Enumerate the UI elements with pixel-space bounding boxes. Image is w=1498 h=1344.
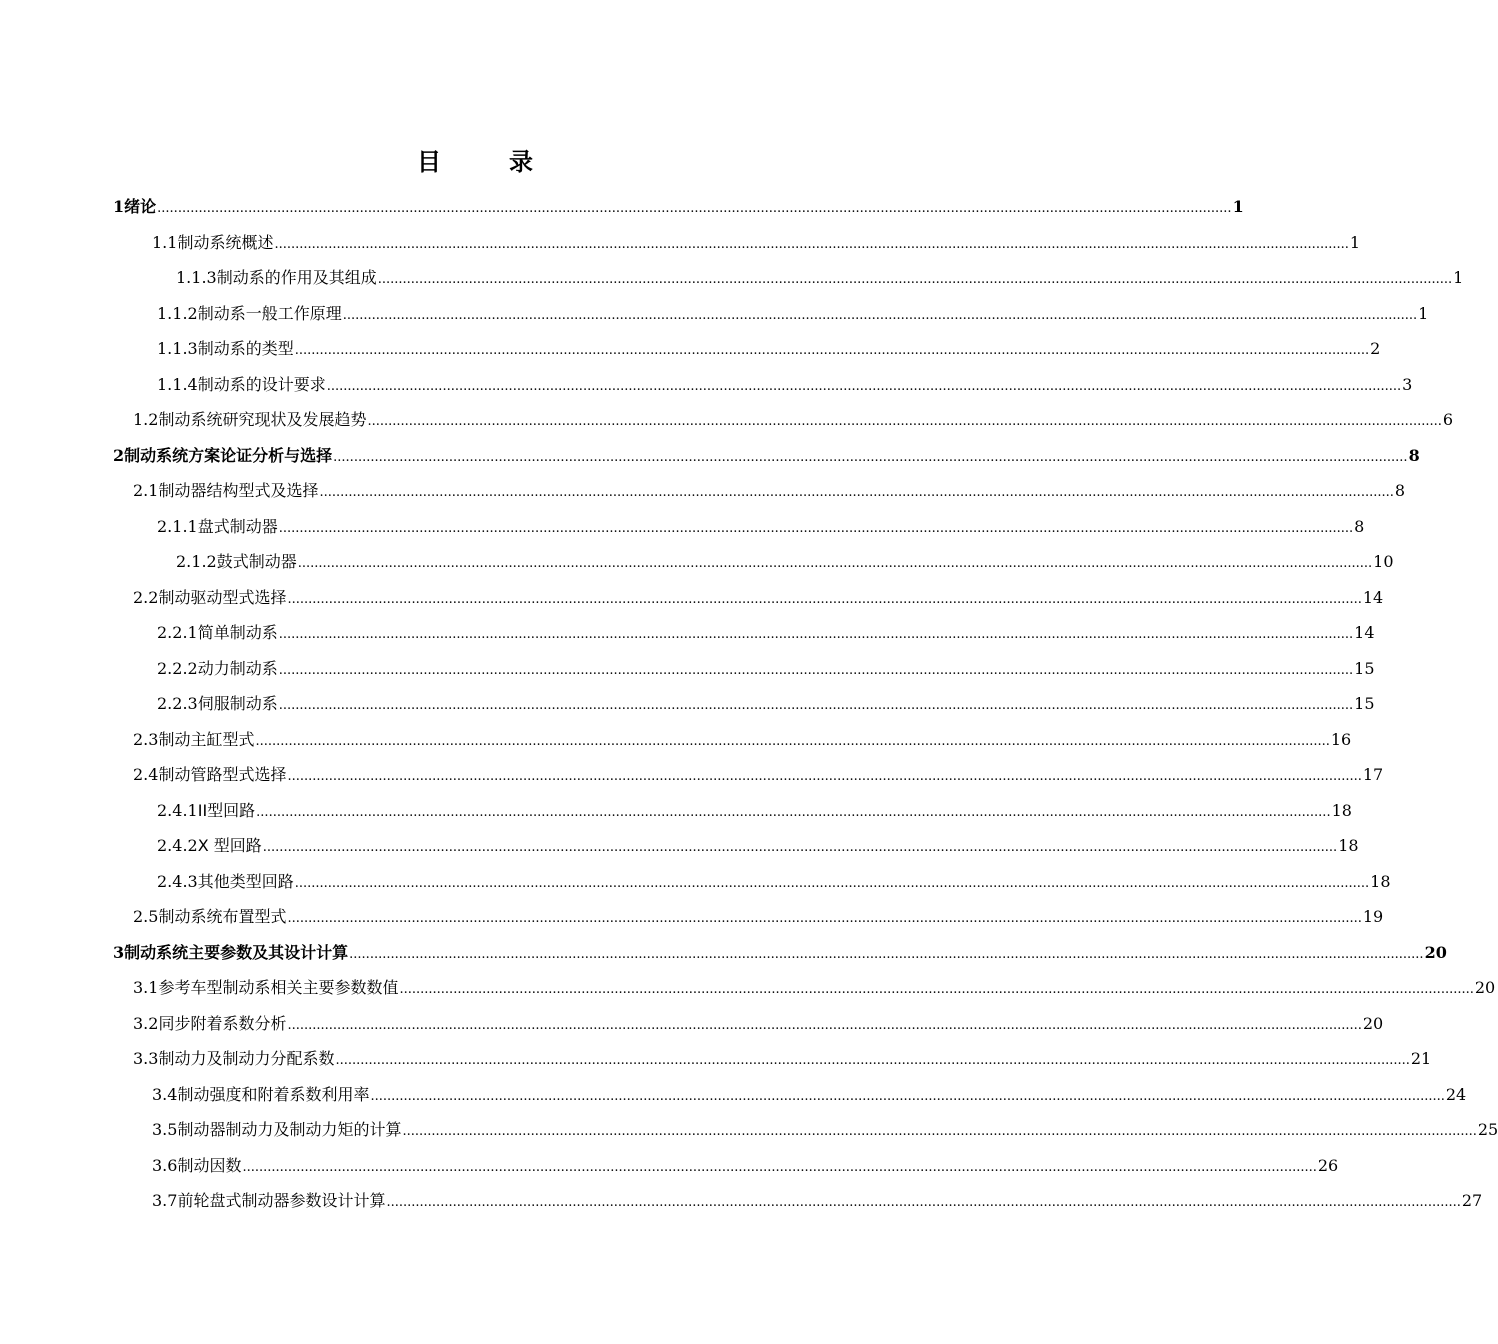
toc-entry-page-number: 6 (1442, 410, 1454, 429)
toc-entry-number: 2.4.3 (157, 871, 198, 891)
toc-entry-label: 参考车型制动系相关主要参数数值 (158, 978, 399, 997)
toc-leader-dots: .................................................................................................................................................................................................................................................................... (326, 378, 1402, 394)
toc-leader-dots: .................................................................................................................................................................................................................................................................... (262, 840, 1338, 855)
toc-entry-page-number: 1 (1453, 268, 1464, 287)
toc-entry-page-number: 14 (1354, 623, 1375, 642)
toc-entry-page-number: 1 (1349, 232, 1361, 252)
toc-entry-label: 制动系的类型 (197, 339, 294, 358)
toc-entry[interactable] (152, 1189, 1483, 1213)
toc-entry-label: 伺服制动系 (197, 694, 278, 713)
toc-leader-dots: .................................................................................................................................................................................................................................................................... (255, 733, 1330, 749)
toc-leader-dots: .................................................................................................................................................................................................................................................................... (333, 449, 1408, 465)
toc-entry-page-number: 17 (1362, 765, 1384, 784)
toc-entry-number: 1 (113, 197, 125, 216)
toc-entry-page-number: 15 (1354, 658, 1375, 678)
toc-entry-page-number: 18 (1331, 800, 1352, 820)
toc-entry-label: 制动因数 (177, 1155, 242, 1175)
toc-entry-label: 制动系的作用及其组成 (216, 268, 377, 287)
toc-leader-dots: .................................................................................................................................................................................................................................................................... (377, 272, 1453, 287)
toc-entry[interactable] (133, 763, 1384, 787)
toc-leader-dots: .................................................................................................................................................................................................................................................................... (287, 1017, 1362, 1033)
toc-entry-page-number: 1 (1418, 303, 1429, 323)
toc-entry-number: 2.3 (133, 729, 159, 749)
toc-entry[interactable] (157, 373, 1413, 397)
toc-entry-label: 制动力及制动力分配系数 (158, 1049, 335, 1068)
toc-entry[interactable] (157, 657, 1375, 681)
toc-entry-number: 3.1 (133, 978, 159, 997)
toc-entry[interactable] (157, 692, 1375, 716)
toc-entry-page-number: 1 (1232, 197, 1244, 216)
toc-entry-label: 制动系统研究现状及发展趋势 (158, 410, 367, 429)
toc-leader-dots: .................................................................................................................................................................................................................................................................... (402, 1124, 1477, 1139)
toc-entry-page-number: 27 (1461, 1191, 1483, 1210)
toc-entry-label: 制动系统布置型式 (158, 907, 287, 926)
toc-entry[interactable] (157, 834, 1359, 858)
toc-entry-number: 1.1.4 (157, 374, 198, 394)
toc-entry[interactable] (157, 337, 1381, 361)
toc-entry-label: X 型回路 (197, 836, 262, 855)
toc-leader-dots: .................................................................................................................................................................................................................................................................... (370, 1088, 1445, 1104)
toc-entry-number: 1.1 (152, 232, 178, 252)
toc-entry[interactable] (152, 231, 1361, 255)
toc-leader-dots: .................................................................................................................................................................................................................................................................... (386, 1195, 1461, 1210)
toc-entry[interactable] (157, 799, 1352, 823)
toc-entry-label: 制动强度和附着系数利用率 (177, 1084, 370, 1104)
toc-leader-dots: .................................................................................................................................................................................................................................................................... (287, 591, 1362, 607)
toc-entry-label: 绪论 (124, 197, 157, 216)
toc-entry[interactable] (133, 1047, 1432, 1071)
toc-entry[interactable] (152, 1154, 1339, 1178)
toc-entry-number: 2.1.2 (176, 552, 217, 571)
toc-leader-dots: .................................................................................................................................................................................................................................................................... (242, 1159, 1317, 1175)
toc-entry-page-number: 20 (1474, 978, 1496, 997)
toc-entry-number: 2.5 (133, 907, 159, 926)
toc-leader-dots: .................................................................................................................................................................................................................................................................... (297, 556, 1373, 571)
toc-entry-number: 2.2.3 (157, 694, 198, 713)
toc-entry-label: 制动系统概述 (177, 232, 274, 252)
toc-entry-page-number: 16 (1330, 729, 1352, 749)
toc-entry-page-number: 21 (1410, 1049, 1432, 1068)
toc-entry-label: 制动驱动型式选择 (158, 587, 287, 607)
toc-entry-page-number: 20 (1362, 1013, 1384, 1033)
page-title: 目 录 (417, 148, 555, 176)
toc-entry-number: 2.1 (133, 481, 159, 500)
toc-entry[interactable] (157, 515, 1365, 539)
toc-entry-label: 制动系的设计要求 (197, 374, 326, 394)
toc-entry[interactable] (133, 728, 1352, 752)
toc-entry-number: 2.4 (133, 765, 159, 784)
toc-leader-dots: .................................................................................................................................................................................................................................................................... (157, 201, 1232, 216)
toc-entry[interactable] (133, 976, 1496, 1000)
toc-entry-number: 2.1.1 (157, 516, 198, 536)
toc-entry-label: 盘式制动器 (197, 516, 278, 536)
toc-leader-dots: .................................................................................................................................................................................................................................................................... (278, 698, 1354, 713)
toc-entry-page-number: 8 (1408, 445, 1420, 465)
toc-entry-number: 3.2 (133, 1013, 159, 1033)
toc-entry[interactable] (133, 408, 1454, 432)
toc-entry-number: 3.4 (152, 1084, 178, 1104)
toc-leader-dots: .................................................................................................................................................................................................................................................................... (278, 627, 1354, 642)
toc-entry[interactable] (176, 266, 1464, 290)
toc-entry-number: 3.6 (152, 1155, 178, 1175)
toc-leader-dots: .................................................................................................................................................................................................................................................................... (287, 769, 1362, 784)
toc-leader-dots: .................................................................................................................................................................................................................................................................... (278, 662, 1354, 678)
toc-entry-page-number: 15 (1354, 694, 1375, 713)
toc-entry-number: 3.5 (152, 1120, 178, 1139)
toc-entry-label: 制动系统方案论证分析与选择 (124, 445, 333, 465)
toc-entry[interactable] (157, 621, 1375, 645)
toc-entry[interactable] (152, 1118, 1498, 1142)
toc-entry-label: 制动系一般工作原理 (197, 303, 342, 323)
toc-entry-page-number: 20 (1424, 942, 1447, 962)
toc-leader-dots: .................................................................................................................................................................................................................................................................... (399, 982, 1474, 997)
toc-leader-dots: .................................................................................................................................................................................................................................................................... (319, 485, 1394, 500)
toc-entry-number: 1.1.2 (157, 303, 198, 323)
toc-entry-label: 制动器结构型式及选择 (158, 481, 319, 500)
toc-entry-label: 鼓式制动器 (216, 552, 297, 571)
toc-leader-dots: .................................................................................................................................................................................................................................................................... (274, 236, 1349, 252)
toc-entry-number: 2.2.2 (157, 658, 198, 678)
toc-entry[interactable] (133, 479, 1406, 503)
toc-entry[interactable] (113, 195, 1244, 219)
toc-entry-label: 简单制动系 (197, 623, 278, 642)
toc-entry-label: 制动主缸型式 (158, 729, 255, 749)
toc-leader-dots: .................................................................................................................................................................................................................................................................... (294, 343, 1370, 358)
toc-entry[interactable] (133, 586, 1384, 610)
toc-entry-number: 2.2.1 (157, 623, 198, 642)
toc-entry-page-number: 19 (1362, 907, 1384, 926)
toc-leader-dots: .................................................................................................................................................................................................................................................................... (335, 1053, 1410, 1068)
toc-leader-dots: .................................................................................................................................................................................................................................................................... (349, 946, 1424, 962)
toc-entry-page-number: 10 (1373, 552, 1394, 571)
toc-entry-page-number: 14 (1362, 587, 1384, 607)
toc-entry-number: 3 (113, 942, 125, 962)
toc-entry-page-number: 2 (1370, 339, 1381, 358)
toc-entry-label: 制动器制动力及制动力矩的计算 (177, 1120, 402, 1139)
toc-entry-number: 3.3 (133, 1049, 159, 1068)
toc-entry-number: 2.4.1 (157, 800, 198, 820)
toc-leader-dots: .................................................................................................................................................................................................................................................................... (256, 804, 1331, 820)
toc-entry[interactable] (133, 905, 1384, 929)
toc-entry-number: 2.2 (133, 587, 159, 607)
toc-entry-label: 其他类型回路 (197, 871, 294, 891)
toc-leader-dots: .................................................................................................................................................................................................................................................................... (367, 414, 1442, 429)
toc-entry[interactable] (113, 444, 1420, 468)
toc-leader-dots: .................................................................................................................................................................................................................................................................... (287, 911, 1362, 926)
toc-entry-label: 制动系统主要参数及其设计计算 (124, 942, 349, 962)
toc-entry[interactable] (133, 1012, 1384, 1036)
toc-entry[interactable] (113, 941, 1447, 965)
toc-leader-dots: .................................................................................................................................................................................................................................................................... (294, 875, 1370, 891)
toc-entry-label: 前轮盘式制动器参数设计计算 (177, 1191, 386, 1210)
toc-entry-page-number: 8 (1354, 516, 1365, 536)
toc-entry-page-number: 18 (1338, 836, 1359, 855)
toc-leader-dots: .................................................................................................................................................................................................................................................................... (278, 520, 1354, 536)
toc-entry-page-number: 24 (1445, 1084, 1467, 1104)
toc-entry-label: 同步附着系数分析 (158, 1013, 287, 1033)
toc-entry[interactable] (176, 550, 1394, 574)
toc-entry-label: 动力制动系 (197, 658, 278, 678)
toc-entry-label: II型回路 (197, 800, 256, 820)
toc-entry-number: 2 (113, 445, 125, 465)
toc-entry-number: 3.7 (152, 1191, 178, 1210)
toc-entry-number: 2.4.2 (157, 836, 198, 855)
toc-entry-page-number: 3 (1402, 374, 1413, 394)
toc-entry[interactable] (157, 870, 1391, 894)
toc-entry-page-number: 18 (1370, 871, 1391, 891)
toc-entry[interactable] (157, 302, 1429, 326)
toc-entry[interactable] (152, 1083, 1467, 1107)
toc-entry-number: 1.1.3 (176, 268, 217, 287)
toc-entry-page-number: 8 (1394, 481, 1406, 500)
toc-entry-number: 1.2 (133, 410, 159, 429)
toc-entry-page-number: 26 (1317, 1155, 1339, 1175)
toc-entry-page-number: 25 (1477, 1120, 1498, 1139)
toc-entry-label: 制动管路型式选择 (158, 765, 287, 784)
toc-leader-dots: .................................................................................................................................................................................................................................................................... (342, 307, 1418, 323)
toc-entry-number: 1.1.3 (157, 339, 198, 358)
